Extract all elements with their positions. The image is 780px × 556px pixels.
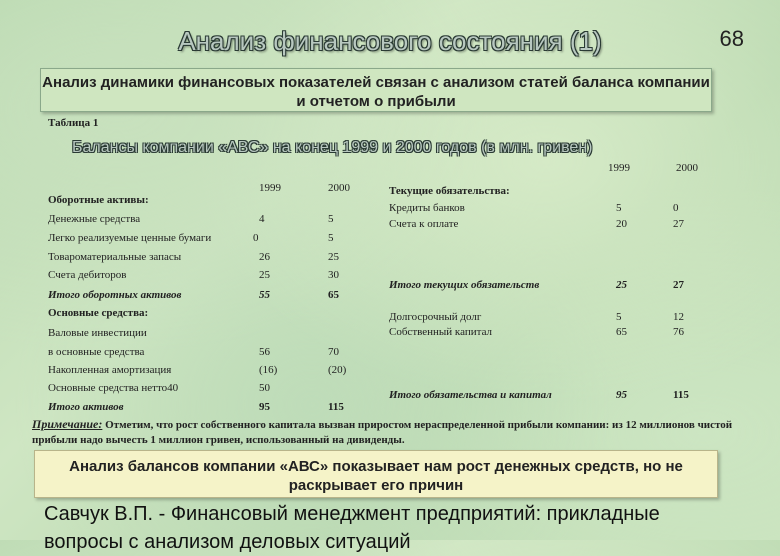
table-title: Балансы компании «АВС» на конец 1999 и 2000 годов (в млн. гривен): [72, 139, 593, 156]
table-row-label: Денежные средства: [48, 213, 141, 225]
table-cell: 95: [616, 389, 627, 401]
table-cell: 0: [253, 232, 259, 244]
table-row-label: Итого активов: [48, 401, 124, 413]
note-text: Отметим, что рост собственного капитала вызван приростом нераспределенной прибыли компании: из 12 миллионов чистой прибыли надо вычесть 1 миллион гривен, использованный на дивиденды.: [32, 419, 733, 446]
table-label: Таблица 1: [48, 117, 99, 129]
table-cell: 25: [616, 279, 627, 291]
table-cell: 5: [328, 232, 334, 244]
table-cell: 26: [259, 251, 270, 263]
footer-citation: Савчук В.П. - Финансовый менеджмент предприятий: прикладные вопросы с анализом деловых ситуаций: [44, 503, 660, 553]
table-row-label: Итого оборотных активов: [48, 289, 182, 301]
table-row-label: Оборотные активы:: [48, 194, 149, 206]
note-label: Примечание:: [32, 417, 103, 431]
table-cell: 115: [328, 401, 344, 413]
table-row-label: Итого обязательства и капитал: [389, 389, 552, 401]
table-cell: 70: [328, 346, 339, 358]
note: [32, 417, 762, 448]
liabilities-header-2000: 2000: [676, 162, 698, 174]
table-cell: 65: [616, 326, 627, 338]
table-row-label: Кредиты банков: [389, 202, 465, 214]
table-row-label: Накопленная амортизация: [48, 364, 172, 376]
table-row-label: Основные средства:: [48, 307, 149, 319]
table-cell: 65: [328, 289, 339, 301]
table-cell: 115: [673, 389, 689, 401]
table-cell: 5: [616, 202, 622, 214]
table-cell: 55: [259, 289, 270, 301]
conclusion-box: Анализ балансов компании «АВС» показывает нам рост денежных средств, но не раскрывает его причин: [34, 450, 718, 498]
table-cell: 20: [616, 218, 627, 230]
table-cell: 12: [673, 311, 684, 323]
intro-box: Анализ динамики финансовых показателей связан с анализом статей баланса компании и отчетом о прибыли: [40, 68, 712, 112]
table-cell: 25: [328, 251, 339, 263]
table-cell: 30: [328, 269, 339, 281]
table-row-label: Валовые инвестиции: [48, 327, 147, 339]
table-row-label: в основные средства: [48, 346, 145, 358]
assets-header-2000: 2000: [328, 182, 350, 194]
table-row-label: Товароматериальные запасы: [48, 251, 182, 263]
table-cell: 56: [259, 346, 270, 358]
table-cell: 4: [259, 213, 265, 225]
table-row-label: Итого текущих обязательств: [389, 279, 540, 291]
table-cell: 27: [673, 218, 684, 230]
table-row-label: Собственный капитал: [389, 326, 493, 338]
table-row-label: Счета к оплате: [389, 218, 459, 230]
table-cell: 76: [673, 326, 684, 338]
table-row-label: Текущие обязательства:: [389, 185, 510, 197]
page-title: Анализ финансового состояния (1): [178, 26, 602, 56]
table-cell: 27: [673, 279, 684, 291]
table-row-label: Счета дебиторов: [48, 269, 127, 281]
table-row-label: Долгосрочный долг: [389, 311, 482, 323]
assets-header-1999: 1999: [259, 182, 281, 194]
table-cell: (20): [328, 364, 347, 376]
liabilities-header-1999: 1999: [608, 162, 630, 174]
table-cell: 50: [259, 382, 270, 394]
table-cell: 5: [328, 213, 334, 225]
page-number: 68: [719, 26, 744, 51]
table-row-label: Легко реализуемые ценные бумаги: [48, 232, 212, 244]
table-cell: 25: [259, 269, 270, 281]
table-cell: (16): [259, 364, 278, 376]
table-row-label: Основные средства нетто40: [48, 382, 179, 394]
table-cell: 0: [673, 202, 679, 214]
table-cell: 5: [616, 311, 622, 323]
table-cell: 95: [259, 401, 270, 413]
